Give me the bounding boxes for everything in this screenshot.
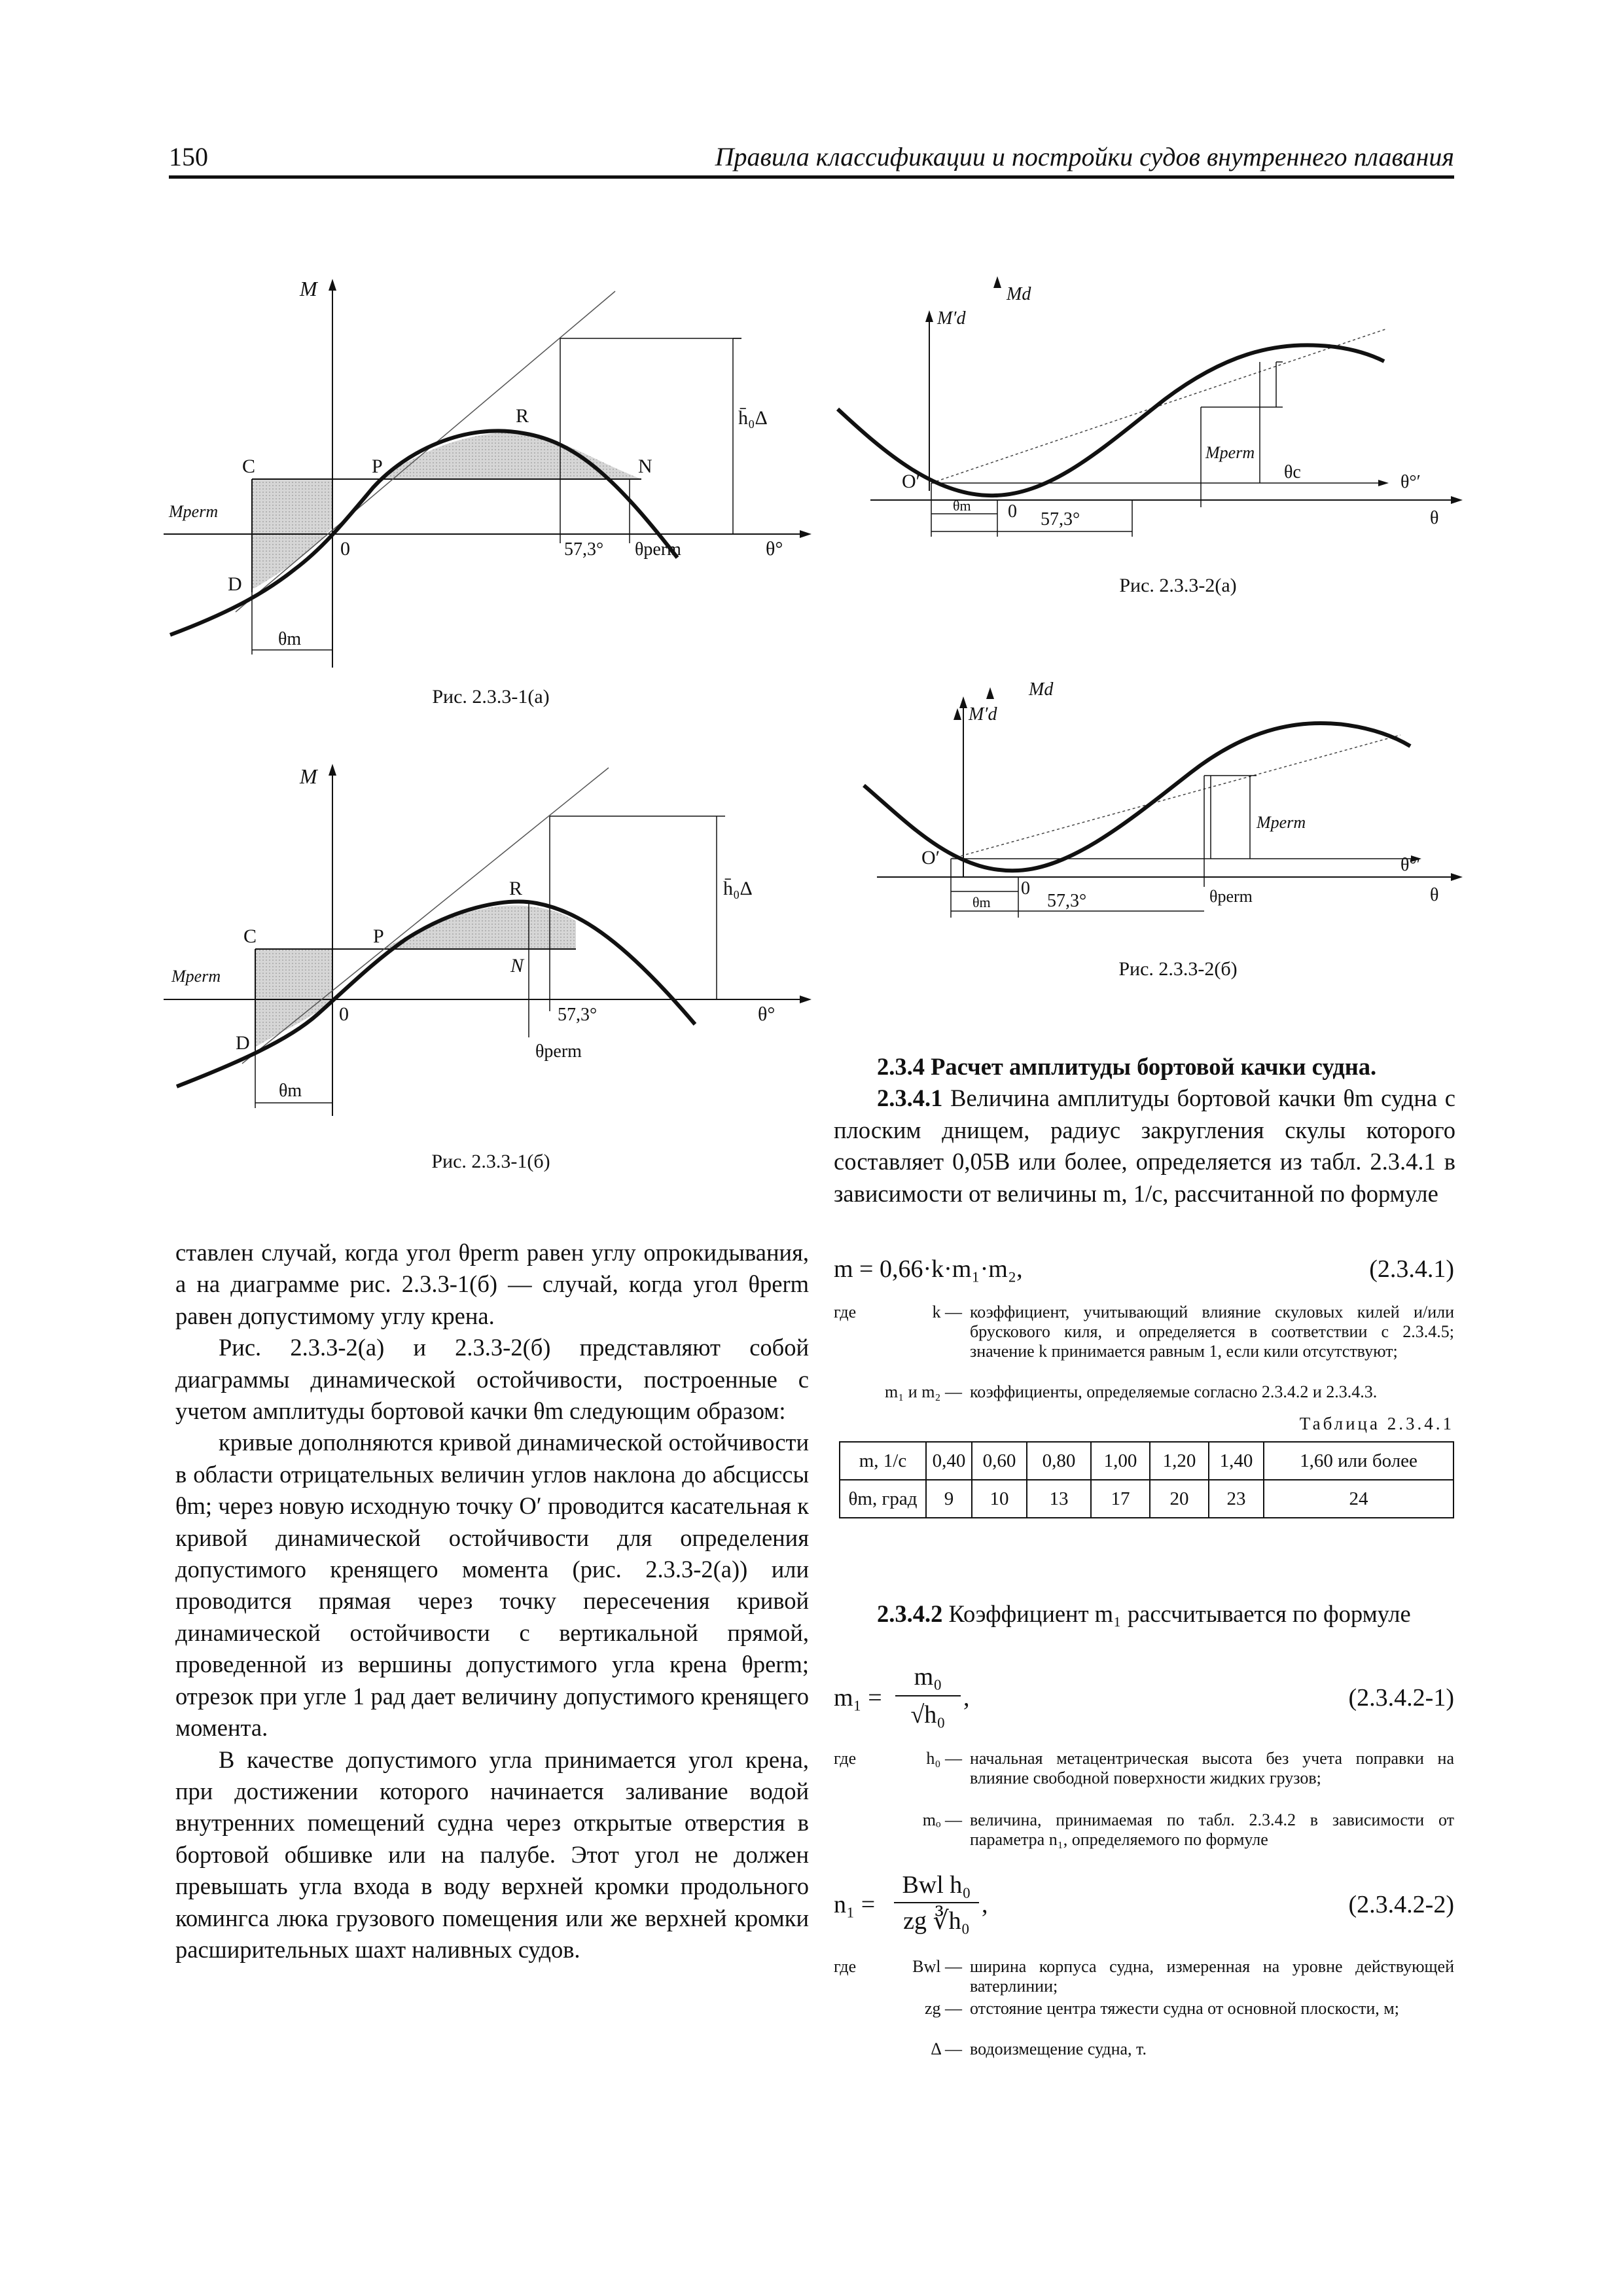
caption-fig2a: Рис. 2.3.3-2(а) bbox=[1119, 575, 1237, 596]
table-cell: 0,80 bbox=[1027, 1442, 1091, 1480]
where-label-3: где bbox=[834, 1957, 857, 1976]
label-N: N bbox=[638, 456, 652, 477]
where-label-1: где bbox=[834, 1302, 857, 1321]
formula-2342-2-number: (2.3.4.2-2) bbox=[1348, 1891, 1454, 1918]
formula-m1-numerator: m₀ bbox=[914, 1663, 942, 1691]
clause-2342-text: Коэффициент m₁ рассчитывается по формуле bbox=[948, 1600, 1411, 1627]
bwl-symbol: Bwl — bbox=[912, 1957, 962, 1976]
clause-2341-text: Величина амплитуды бортовой качки θm судна с плоским днищем, радиус закругления скулы которого составляет 0,05B или более, определяется из табл. 2.3.4.1 в зависимости от величины m, 1/с, рассчитанной по формуле bbox=[834, 1085, 1456, 1207]
table-cell: 1,40 bbox=[1209, 1442, 1264, 1480]
m12-symbol: m₁ и m₂ — bbox=[885, 1382, 962, 1401]
label-theta-perm: θperm bbox=[1209, 887, 1253, 906]
bwl-definition: ширина корпуса судна, измеренная на уровне действующей ватерлинии; bbox=[970, 1957, 1454, 1996]
table-cell: 10 bbox=[972, 1480, 1027, 1518]
label-R: R bbox=[509, 878, 523, 899]
clause-2342 bbox=[834, 1598, 1455, 1630]
right-column-text bbox=[834, 1051, 1455, 1210]
formula-m1-lhs: m₁ = bbox=[834, 1684, 882, 1712]
paragraph-4: В качестве допустимого угла принимается угол крена, при достижении которого начинается заливание водой внутренних помещений судна через открытые отверстия в бортовой обшивке или на палубе. Этот угол не должен превышать угла входа в воду верхней кромки продольного комингса люка грузового помещения или же верхней кромки расширительных шахт наливных судов. bbox=[175, 1746, 809, 1963]
table-cell: 1,00 bbox=[1091, 1442, 1150, 1480]
formula-n1-denominator: zg ∛h₀ bbox=[903, 1907, 970, 1935]
formula-2341: m = 0,66·k·m₁·m₂, bbox=[834, 1255, 1023, 1283]
label-theta-m: θm bbox=[972, 894, 991, 910]
clause-number: 2.3.4.1 bbox=[877, 1085, 943, 1112]
label-theta-perm: θperm bbox=[535, 1041, 582, 1062]
label-origin: 0 bbox=[1008, 501, 1017, 522]
k-definition: коэффициент, учитывающий влияние скуловых килей и/или брускового киля, и определяется в соответствии с 2.3.4.5; значение k принимается равным 1, если кили отсутствуют; bbox=[970, 1302, 1454, 1361]
label-D: D bbox=[236, 1032, 250, 1054]
table-cell: 1,20 bbox=[1150, 1442, 1209, 1480]
label-theta: θ bbox=[1430, 885, 1439, 905]
figure-2-3-3-2b bbox=[825, 661, 1466, 929]
paragraph-2: Рис. 2.3.3-2(а) и 2.3.3-2(б) представляют собой диаграммы динамической остойчивости, построенные с учетом амплитуды бортовой качки θm следующим образом: bbox=[175, 1334, 809, 1425]
table-row-theta bbox=[840, 1480, 1454, 1518]
label-h0delta: h̄₀Δ bbox=[723, 878, 753, 899]
label-Md: Md bbox=[1007, 284, 1031, 304]
label-theta-c: θc bbox=[1284, 462, 1301, 482]
fraction-bar bbox=[895, 1695, 961, 1696]
m12-definition: коэффициенты, определяемые согласно 2.3.4.2 и 2.3.4.3. bbox=[970, 1382, 1378, 1401]
zg-definition: отстояние центра тяжести судна от основной плоскости, м; bbox=[970, 1999, 1399, 2018]
label-P: P bbox=[373, 925, 384, 947]
label-57-3: 57,3° bbox=[1041, 509, 1080, 529]
fraction-bar bbox=[894, 1902, 979, 1903]
table-row-m bbox=[840, 1442, 1454, 1480]
label-57-3: 57,3° bbox=[564, 539, 604, 560]
formula-n1-numerator: Bwl h₀ bbox=[902, 1871, 971, 1899]
table-caption: Таблица 2.3.4.1 bbox=[1299, 1414, 1454, 1433]
label-M: M bbox=[300, 277, 317, 300]
table-cell: 24 bbox=[1264, 1480, 1454, 1518]
label-mperm: Mperm bbox=[169, 502, 219, 521]
formula-n1-lhs: n₁ = bbox=[834, 1891, 876, 1918]
label-M-prime-d: M′d bbox=[969, 704, 997, 725]
label-C: C bbox=[242, 456, 256, 477]
table-cell: 0,40 bbox=[926, 1442, 972, 1480]
figure-2-3-3-1a bbox=[157, 262, 825, 681]
mo-definition: величина, принимаемая по табл. 2.3.4.2 в зависимости от параметра n₁, определяемого по формуле bbox=[970, 1810, 1454, 1849]
label-origin: 0 bbox=[340, 538, 350, 560]
label-mperm: Mperm bbox=[1205, 443, 1255, 462]
caption-fig1b: Рис. 2.3.3-1(б) bbox=[431, 1151, 550, 1172]
mo-symbol: mₒ — bbox=[922, 1810, 962, 1829]
table-cell: 0,60 bbox=[972, 1442, 1027, 1480]
table-2341 bbox=[839, 1441, 1454, 1518]
formula-m1-denominator: √h₀ bbox=[910, 1701, 946, 1729]
left-column-text bbox=[175, 1237, 809, 1965]
label-M: M bbox=[300, 764, 317, 788]
table-cell: 20 bbox=[1150, 1480, 1209, 1518]
table-cell: 17 bbox=[1091, 1480, 1150, 1518]
h0-definition: начальная метацентрическая высота без учета поправки на влияние свободной поверхности жидких грузов; bbox=[970, 1749, 1454, 1787]
label-57-3: 57,3° bbox=[558, 1005, 597, 1025]
label-theta-prime: θ°′ bbox=[1400, 855, 1421, 875]
running-title: Правила классификации и постройки судов внутреннего плавания bbox=[715, 142, 1454, 171]
label-R: R bbox=[516, 405, 529, 427]
zg-symbol: zg — bbox=[924, 1999, 962, 2018]
formula-2342-1-number: (2.3.4.2-1) bbox=[1348, 1684, 1454, 1712]
label-origin: 0 bbox=[1021, 878, 1030, 899]
figure-2-3-3-2a bbox=[825, 262, 1466, 550]
label-mperm: Mperm bbox=[1257, 813, 1306, 832]
where-label-2: где bbox=[834, 1749, 857, 1768]
label-theta: θ bbox=[1430, 508, 1439, 528]
label-P: P bbox=[372, 456, 383, 477]
tangent-line bbox=[951, 735, 1400, 859]
figure-2-3-3-1b bbox=[157, 749, 825, 1129]
delta-definition: водоизмещение судна, т. bbox=[970, 2039, 1147, 2058]
label-h0delta: h̄₀Δ bbox=[738, 407, 768, 429]
table-cell: 23 bbox=[1209, 1480, 1264, 1518]
table-cell: 9 bbox=[926, 1480, 972, 1518]
table-cell: 1,60 или более bbox=[1264, 1442, 1454, 1480]
label-theta-m: θm bbox=[279, 1081, 302, 1101]
label-O-prime: O′ bbox=[902, 471, 921, 492]
label-origin: 0 bbox=[339, 1003, 349, 1025]
label-theta-prime: θ°′ bbox=[1400, 472, 1421, 492]
table-cell: 13 bbox=[1027, 1480, 1091, 1518]
label-theta-m: θm bbox=[953, 497, 971, 514]
paragraph-1: ставлен случай, когда угол θperm равен углу опрокидывания, а на диаграмме рис. 2.3.3-1(б) — случай, когда угол θperm равен допустимому углу крена. bbox=[175, 1239, 809, 1329]
label-C: C bbox=[243, 925, 257, 947]
table-cell: θm, град bbox=[840, 1480, 926, 1518]
section-heading: 2.3.4 Расчет амплитуды бортовой качки судна. bbox=[877, 1053, 1377, 1080]
clause-number: 2.3.4.2 bbox=[877, 1600, 943, 1627]
header-rule bbox=[169, 175, 1454, 179]
label-theta-axis: θ° bbox=[766, 538, 783, 560]
dynamic-stability-curve bbox=[864, 723, 1410, 870]
table-cell: m, 1/с bbox=[840, 1442, 926, 1480]
label-N: N bbox=[510, 955, 524, 977]
label-D: D bbox=[228, 573, 242, 595]
h0-symbol: h₀ — bbox=[926, 1749, 962, 1768]
caption-fig1a: Рис. 2.3.3-1(а) bbox=[432, 686, 550, 708]
label-theta-perm: θperm bbox=[635, 539, 681, 560]
label-Md: Md bbox=[1029, 679, 1054, 700]
label-mperm: Mperm bbox=[171, 967, 221, 986]
label-theta-m: θm bbox=[278, 629, 302, 649]
page-number: 150 bbox=[169, 142, 208, 171]
label-O-prime: O′ bbox=[921, 847, 940, 869]
formula-2341-number: (2.3.4.1) bbox=[1369, 1255, 1454, 1283]
label-M-prime-d: M′d bbox=[937, 308, 966, 329]
paragraph-3: кривые дополняются кривой динамической остойчивости в области отрицательных величин углов наклона до абсциссы θm; через новую исходную точку O′ проводится касательная к кривой динамической остойчивости для определения допустимого кренящего момента (рис. 2.3.3-2(а)) или проводится прямая через точку пересечения кривой динамической остойчивости с вертикальной прямой, проведенной из вершины допустимого угла крена θperm; отрезок при угле 1 рад дает величину допустимого кренящего момента. bbox=[175, 1429, 809, 1742]
label-theta-axis: θ° bbox=[758, 1003, 776, 1025]
label-57-3: 57,3° bbox=[1047, 891, 1087, 911]
caption-fig2b: Рис. 2.3.3-2(б) bbox=[1118, 958, 1238, 980]
k-symbol: k — bbox=[932, 1302, 962, 1321]
delta-symbol: Δ — bbox=[931, 2039, 962, 2058]
